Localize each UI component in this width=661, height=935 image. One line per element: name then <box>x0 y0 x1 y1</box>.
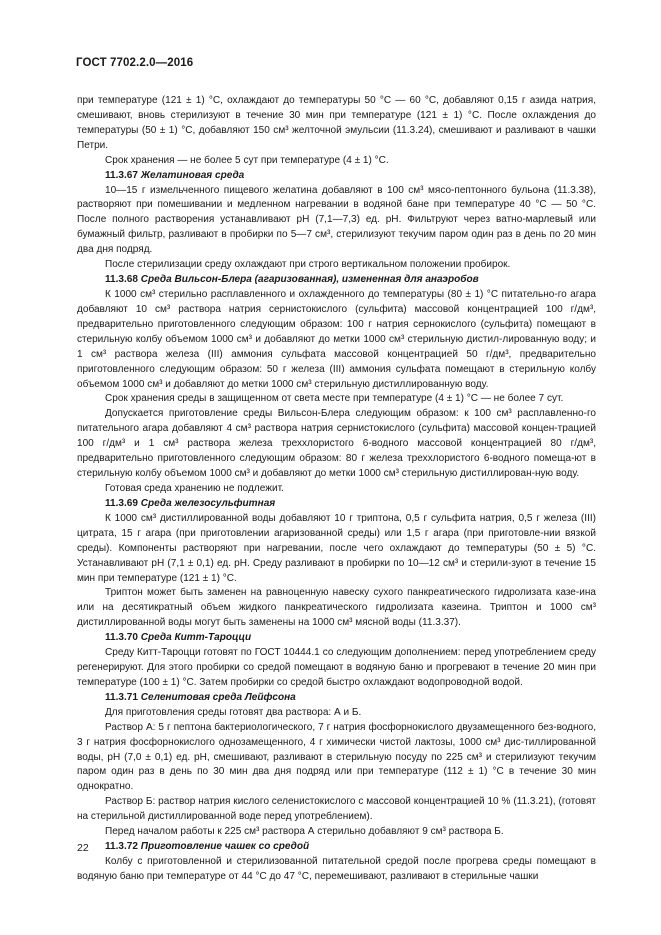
section-title: Селенитовая среда Лейфсона <box>140 691 296 703</box>
section-title: Приготовление чашек со средой <box>140 841 310 853</box>
page-number: 22 <box>77 842 89 854</box>
section-number: 11.3.71 <box>105 691 138 703</box>
body-paragraph: при температуре (121 ± 1) °С, охлаждают до температуры 50 °С — 60 °С, добавляют 0,15 г азида натрия, смешивают, вновь стерилизуют в течение 30 мин при температуре (121 ± 1) °С. После охлаждения до температуры (50 ± 1) °С, добавляют 150 см³ желточной эмульсии (11.3.24), смешивают и разливают в чашки Петри. <box>77 95 596 151</box>
section-number: 11.3.69 <box>105 497 138 509</box>
section-heading <box>77 691 596 706</box>
section-number: 11.3.70 <box>105 632 138 644</box>
section-number: 11.3.72 <box>105 841 138 853</box>
body-paragraph: Среду Китт-Тароцци готовят по ГОСТ 10444.1 со следующим дополнением: перед употреблением среду регенерируют. Для этого пробирки со средой помещают в водяную баню и прогревают в течение 20 мин при температуре (100 ± 1) °С. Затем пробирки со средой быстро охлаждают водопроводной водой. <box>77 647 596 688</box>
body-paragraph: Готовая среда хранению не подлежит. <box>105 482 284 494</box>
body-paragraph: Триптон может быть заменен на равноценную навеску сухого панкреатического гидролизата казе-ина или на десятикратный объем жидкого панкреатического гидролизата казеина. Триптон и 1000 см³ дистиллированной воды могут быть заменены на 1000 см³ мясной воды (11.3.37). <box>77 587 596 629</box>
standard-header: ГОСТ 7702.2.0—2016 <box>76 57 194 69</box>
section-heading <box>77 840 596 855</box>
body-paragraph: К 1000 см³ дистиллированной воды добавляют 10 г триптона, 0,5 г сульфита натрия, 0,5 г железа (III) цитрата, 15 г агара (при приготовлении агаризованной среды) или 1,5 г агара (при приготовле-нии вязкой среды). Компоненты растворяют при нагревании, после чего охлаждают до температуры (50 ± 5) °С. Устанавливают рН (7,1 ± 0,1) ед. рН. Среду разливают в пробирки по 10—12 см³ и стерили-зуют в течение 15 мин при температуре (121 ± 1) °С. <box>77 512 596 584</box>
body-paragraph: Раствор А: 5 г пептона бактериологического, 7 г натрия фосфорнокислого двузамещенного без-водного, 3 г натрия фосфорнокислого однозамещенного, 4 г химически чистой лактозы, 1000 см³ дис-тиллированной воды, рН (7,0 ± 0,1) ед. рН, смешивают, разливают в стерильную посуду по 225 см³ и стерилизуют текучим паром один раз в день по 30 мин два дня подряд или при температуре (112 ± 1) °С в течение 30 мин однократно. <box>77 721 596 793</box>
section-heading <box>77 273 596 288</box>
section-number: 11.3.68 <box>105 274 138 286</box>
body-paragraph: Раствор Б: раствор натрия кислого селенистокислого с массовой концентрацией 10 % (11.3.21), (готовят на стерильной дистиллированной воде перед употреблением). <box>77 796 596 823</box>
body-paragraph: Срок хранения — не более 5 сут при температуре (4 ± 1) °С. <box>105 154 389 166</box>
body-paragraph: Срок хранения среды в защищенном от света месте при температуре (4 ± 1) °С — не более 7 сут. <box>105 393 564 405</box>
body-paragraph: Для приготовления среды готовят два раствора: А и Б. <box>105 706 362 718</box>
section-heading <box>77 497 596 512</box>
section-title: Среда Вильсон-Блера (агаризованная), измененная для анаэробов <box>140 274 479 286</box>
document-body <box>77 94 596 885</box>
section-heading <box>77 631 596 646</box>
body-paragraph: Перед началом работы к 225 см³ раствора А стерильно добавляют 9 см³ раствора Б. <box>105 826 504 838</box>
section-title: Желатиновая среда <box>140 169 245 181</box>
body-paragraph: После стерилизации среду охлаждают при строго вертикальном положении пробирок. <box>105 259 511 271</box>
section-title: Среда железосульфитная <box>140 497 276 509</box>
body-paragraph: Колбу с приготовленной и стерилизованной питательной средой после прогрева среды помещают в водяную баню при температуре от 44 °С до 47 °С, перемешивают, разливают в стерильные чашки <box>77 856 596 882</box>
body-paragraph: К 1000 см³ стерильно расплавленного и охлажденного до температуры (80 ± 1) °С питательно-го агара добавляют 10 см³ раствора натрия сернистокислого (сульфита) массовой концентрацией 100 г/дм³, предварительно приготовленного следующим образом: 100 г натрия сернокислого (сульфита) помещают в стерильную колбу объемом 1000 см³ и добавляют до метки 1000 см³ стерильную дистил-лированную воду; и 1 см³ раствора железа (III) аммония сульфата массовой концентрацией 50 г/дм³, предварительно приготовленного следующим образом: 50 г железа (III) аммония сульфата помещают в стерильную колбу объемом 1000 см³ и добавляют до метки 1000 см³ стерильную дистиллированную воду. <box>77 288 596 390</box>
section-title: Среда Китт-Тароцци <box>140 632 252 644</box>
section-number: 11.3.67 <box>105 169 138 181</box>
body-paragraph: Допускается приготовление среды Вильсон-Блера следующим образом: к 100 см³ расплавленно-го питательного агара добавляют 4 см³ раствора натрия сернистокислого (сульфита) массовой концен-трацией 100 г/дм³ и 1 см³ раствора железа треххлористого 6-водного массовой концентрацией 80 г/дм³, предварительно приготовленного следующим образом: 80 г железа треххлористого 6-водного помеща-ют в стерильную колбу объемом 1000 см³ и добавляют до метки 1000 см³ стерильную дистиллирован-ную воду. <box>77 408 596 480</box>
body-paragraph: 10—15 г измельченного пищевого желатина добавляют в 100 см³ мясо-пептонного бульона (11.3.38), растворяют при помешивании и медленном нагревании в водяной бане при температуре 40 °С — 50 °С. После полного растворения устанавливают рН (7,1—7,3) ед. рН. Фильтруют через ватно-марлевый или бумажный фильтр, разливают в пробирки по 5—7 см³, стерилизуют текучим паром один раз в день по 20 мин два дня подряд. <box>77 184 596 256</box>
section-heading <box>77 169 596 184</box>
